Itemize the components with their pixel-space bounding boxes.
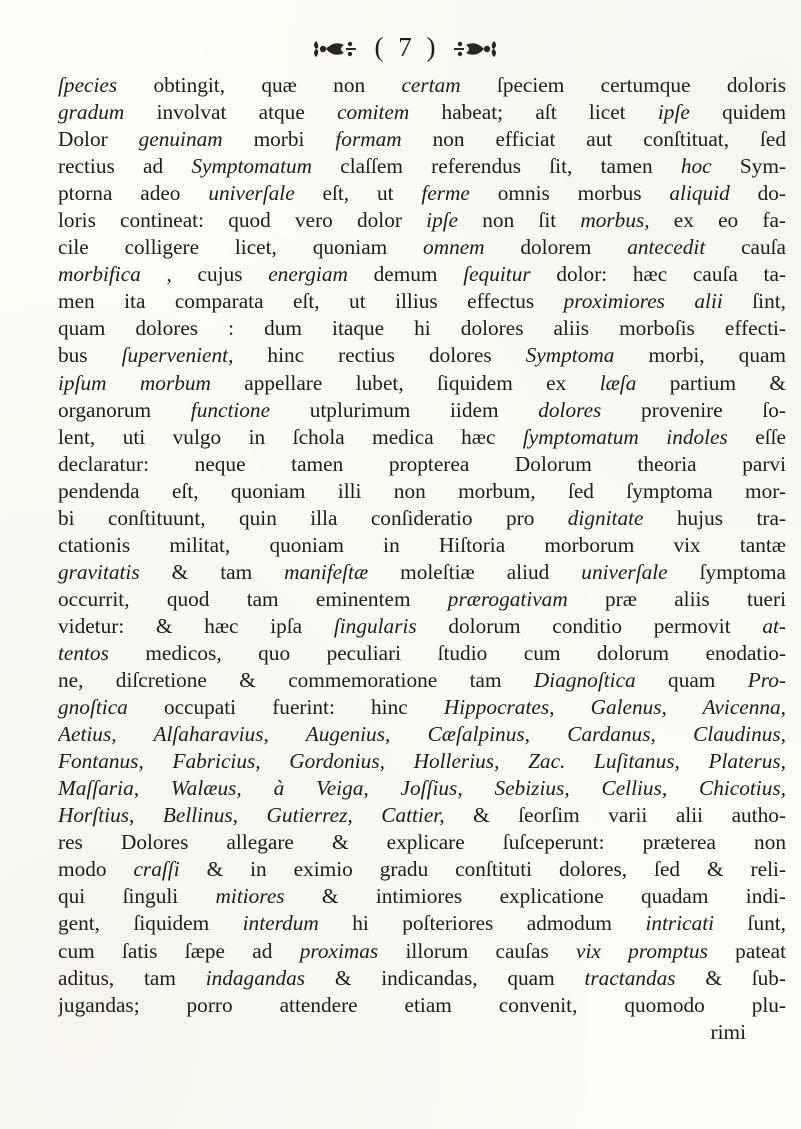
text-run: qui ſinguli <box>58 884 216 909</box>
text-line <box>58 261 786 288</box>
text-run: quam <box>635 668 748 693</box>
text-line <box>58 586 786 613</box>
text-line <box>58 802 786 829</box>
text-run: ctationis militat, quoniam in Hiſtoria morborum vix tantæ <box>58 532 786 557</box>
text-run: provenire ſo- <box>601 397 786 422</box>
italic-text: morbus, <box>580 208 650 233</box>
body-text <box>58 72 786 1046</box>
italic-text: tractandas <box>584 965 676 990</box>
text-run: ſpeciem certumque doloris <box>460 73 786 97</box>
text-run: & intimiores explicatione quadam indi- <box>284 884 786 909</box>
text-run: declaratur: neque tamen propterea Dolorum theoria parvi <box>58 451 786 476</box>
text-run: pendenda eſt, quoniam illi non morbum, ſed ſymptoma mor- <box>58 478 786 503</box>
text-line <box>58 126 786 153</box>
text-run: appellare lubet, ſiquidem ex <box>210 370 600 395</box>
italic-text: gravitatis <box>58 559 140 584</box>
text-line <box>58 505 786 532</box>
italic-text: læſa <box>599 370 637 395</box>
text-run: pateat <box>707 938 786 963</box>
text-run: do- <box>729 181 786 206</box>
text-run: & indicandas, quam <box>305 965 585 990</box>
text-run: modo <box>58 857 134 882</box>
text-line <box>58 478 786 505</box>
text-run: men ita comparata eſt, ut illius effectus <box>58 289 564 314</box>
text-run: cile colligere licet, quoniam <box>58 235 424 260</box>
italic-text: gradum <box>58 100 125 125</box>
ornament-fleuron-icon <box>310 36 358 62</box>
text-line <box>58 667 786 694</box>
text-run: dolor: hæc cauſa ta- <box>530 262 786 287</box>
text-run: præ aliis tueri <box>567 586 786 611</box>
italic-text: comitem <box>337 100 410 125</box>
italic-text: Pro- <box>747 668 786 693</box>
text-line <box>58 721 786 748</box>
text-run: non efficiat aut conſtituat, ſed <box>401 127 786 152</box>
text-run: claſſem referendus ſit, tamen <box>312 154 681 179</box>
italic-text: aliquid <box>669 181 730 206</box>
text-run: morbi, quam <box>614 343 786 368</box>
text-run: quam dolores : dum itaque hi dolores aliis morboſis effecti- <box>58 316 786 341</box>
italic-text: energiam <box>268 262 348 287</box>
text-run: aditus, tam <box>58 965 206 990</box>
text-run: moleſtiæ aliud <box>368 559 582 584</box>
italic-text: Horſtius, Bellinus, Gutierrez, Cattier, <box>58 803 445 828</box>
text-line <box>58 424 786 451</box>
text-run: morbi <box>222 127 336 152</box>
italic-text: ipſe <box>657 100 690 125</box>
text-line <box>58 370 786 397</box>
italic-text: ſingularis <box>333 613 417 638</box>
text-line <box>58 613 786 640</box>
italic-text: prærogativam <box>447 586 568 611</box>
text-run: occurrit, quod tam eminentem <box>58 586 448 611</box>
italic-text: proximiores alii <box>563 289 723 314</box>
text-run: ne, diſcretione & commemoratione tam <box>58 668 534 693</box>
text-run: involvat atque <box>124 100 338 125</box>
text-line <box>58 748 786 775</box>
text-line <box>58 856 786 883</box>
text-run: , cujus <box>140 262 269 287</box>
text-line <box>58 992 786 1019</box>
text-line <box>58 1019 786 1046</box>
text-run: habeat; aſt licet <box>409 100 658 125</box>
text-run: gent, ſiquidem <box>58 911 243 936</box>
italic-text: Maſſaria, Walæus, à Veiga, Joſſius, Sebizius, Cellius, Chicotius, <box>58 776 786 801</box>
italic-text: interdum <box>242 911 319 936</box>
page-header <box>0 22 801 72</box>
text-run: bus <box>58 343 122 368</box>
italic-text: at- <box>762 613 786 638</box>
italic-text: functione <box>190 397 271 422</box>
italic-text: hoc <box>680 154 712 179</box>
text-line <box>58 288 786 315</box>
text-run: utplurimum iidem <box>270 397 539 422</box>
italic-text: Hippocrates, Galenus, Avicenna, <box>443 695 786 720</box>
italic-text: vix promptus <box>576 938 708 963</box>
text-run: dolorem <box>484 235 628 260</box>
text-run: ptorna adeo <box>58 181 209 206</box>
italic-text: omnem <box>423 235 485 260</box>
text-run: loris contineat: quod vero dolor <box>58 208 427 233</box>
text-line <box>58 559 786 586</box>
italic-text: Diagnoſtica <box>533 668 636 693</box>
text-run: hujus tra- <box>643 505 786 530</box>
text-run: Sym- <box>711 154 786 179</box>
text-run: videtur: & hæc ipſa <box>58 613 334 638</box>
italic-text: Symptoma <box>525 343 615 368</box>
italic-text: mitiores <box>215 884 285 909</box>
text-line <box>58 883 786 910</box>
text-line <box>58 234 786 261</box>
text-run: res Dolores allegare & explicare ſuſceperunt: præterea non <box>58 830 786 855</box>
text-line <box>58 532 786 559</box>
italic-text: intricati <box>645 911 715 936</box>
italic-text: Fontanus, Fabricius, Gordonius, Hollerius, Zac. Luſitanus, Platerus, <box>58 749 786 774</box>
text-run: cauſa <box>705 235 786 260</box>
text-run: demum <box>347 262 464 287</box>
text-run: rimi <box>710 1019 746 1044</box>
text-line <box>58 910 786 937</box>
text-line <box>58 397 786 424</box>
text-line <box>58 180 786 207</box>
text-run: obtingit, quæ non <box>117 73 402 97</box>
text-line <box>58 829 786 856</box>
text-run: occupati fuerint: hinc <box>127 695 444 720</box>
italic-text: dolores <box>538 397 602 422</box>
italic-text: ferme <box>421 181 470 206</box>
italic-text: ipſum morbum <box>58 370 211 395</box>
text-run: lent, uti vulgo in ſchola medica hæc <box>58 424 523 449</box>
text-line <box>58 694 786 721</box>
text-line <box>58 640 786 667</box>
ornament-fleuron-icon <box>452 36 500 62</box>
text-line <box>58 72 786 99</box>
text-run: illorum cauſas <box>378 938 577 963</box>
text-run: organorum <box>58 397 191 422</box>
italic-text: univerſale <box>208 181 295 206</box>
italic-text: formam <box>335 127 402 152</box>
italic-text: dignitate <box>567 505 644 530</box>
text-run: Dolor <box>58 127 139 152</box>
italic-text: genuinam <box>138 127 223 152</box>
italic-text: gnoſtica <box>58 695 128 720</box>
text-line <box>58 965 786 992</box>
text-run: medicos, quo peculiari ſtudio cum dolorum enodatio- <box>108 640 786 665</box>
text-line <box>58 207 786 234</box>
italic-text: craſſi <box>133 857 180 882</box>
text-line <box>58 315 786 342</box>
text-run: & ſub- <box>675 965 786 990</box>
text-run: bi conſtituunt, quin illa conſideratio pro <box>58 505 568 530</box>
text-run: cum ſatis ſæpe ad <box>58 938 300 963</box>
italic-text: univerſale <box>581 559 668 584</box>
text-run: quidem <box>689 100 786 125</box>
text-line <box>58 938 786 965</box>
italic-text: ſymptomatum indoles <box>522 424 728 449</box>
italic-text: morbifica <box>58 262 141 287</box>
text-run: omnis morbus <box>469 181 670 206</box>
text-run: dolorum conditio permovit <box>416 613 763 638</box>
page-number: ( 7 ) <box>374 32 440 62</box>
text-run: hi poſteriores admodum <box>318 911 646 936</box>
italic-text: ſpecies <box>58 73 118 97</box>
text-run: ex eo fa- <box>649 208 786 233</box>
text-run: & in eximio gradu conſtituti dolores, ſed & reli- <box>179 857 786 882</box>
italic-text: ſequitur <box>463 262 531 287</box>
text-run: ſunt, <box>714 911 786 936</box>
text-line <box>58 775 786 802</box>
italic-text: ſupervenient <box>121 343 229 368</box>
text-run: ſint, <box>722 289 786 314</box>
text-run: jugandas; porro attendere etiam convenit, quomodo plu- <box>58 992 786 1017</box>
text-line <box>58 153 786 180</box>
italic-text: Aetius, Alſaharavius, Augenius, Cæſalpinus, Cardanus, Claudinus, <box>58 722 786 747</box>
italic-text: manifeſtæ <box>284 559 369 584</box>
italic-text: tentos <box>58 640 109 665</box>
italic-text: antecedit <box>627 235 706 260</box>
text-line <box>58 451 786 478</box>
text-run: & tam <box>139 559 285 584</box>
italic-text: ipſe <box>426 208 459 233</box>
text-line <box>58 342 786 369</box>
text-run: partium & <box>636 370 786 395</box>
text-run: rectius ad <box>58 154 192 179</box>
text-run: eſt, ut <box>294 181 422 206</box>
italic-text: indagandas <box>205 965 306 990</box>
text-run: , hinc rectius dolores <box>228 343 526 368</box>
text-line <box>58 99 786 126</box>
italic-text: proximas <box>299 938 379 963</box>
italic-text: certam <box>401 73 461 97</box>
text-run: & ſeorſim varii alii autho- <box>444 803 786 828</box>
text-run: eſſe <box>727 424 786 449</box>
text-run: ſymptoma <box>667 559 786 584</box>
italic-text: Symptomatum <box>191 154 313 179</box>
text-run: non ſit <box>458 208 581 233</box>
